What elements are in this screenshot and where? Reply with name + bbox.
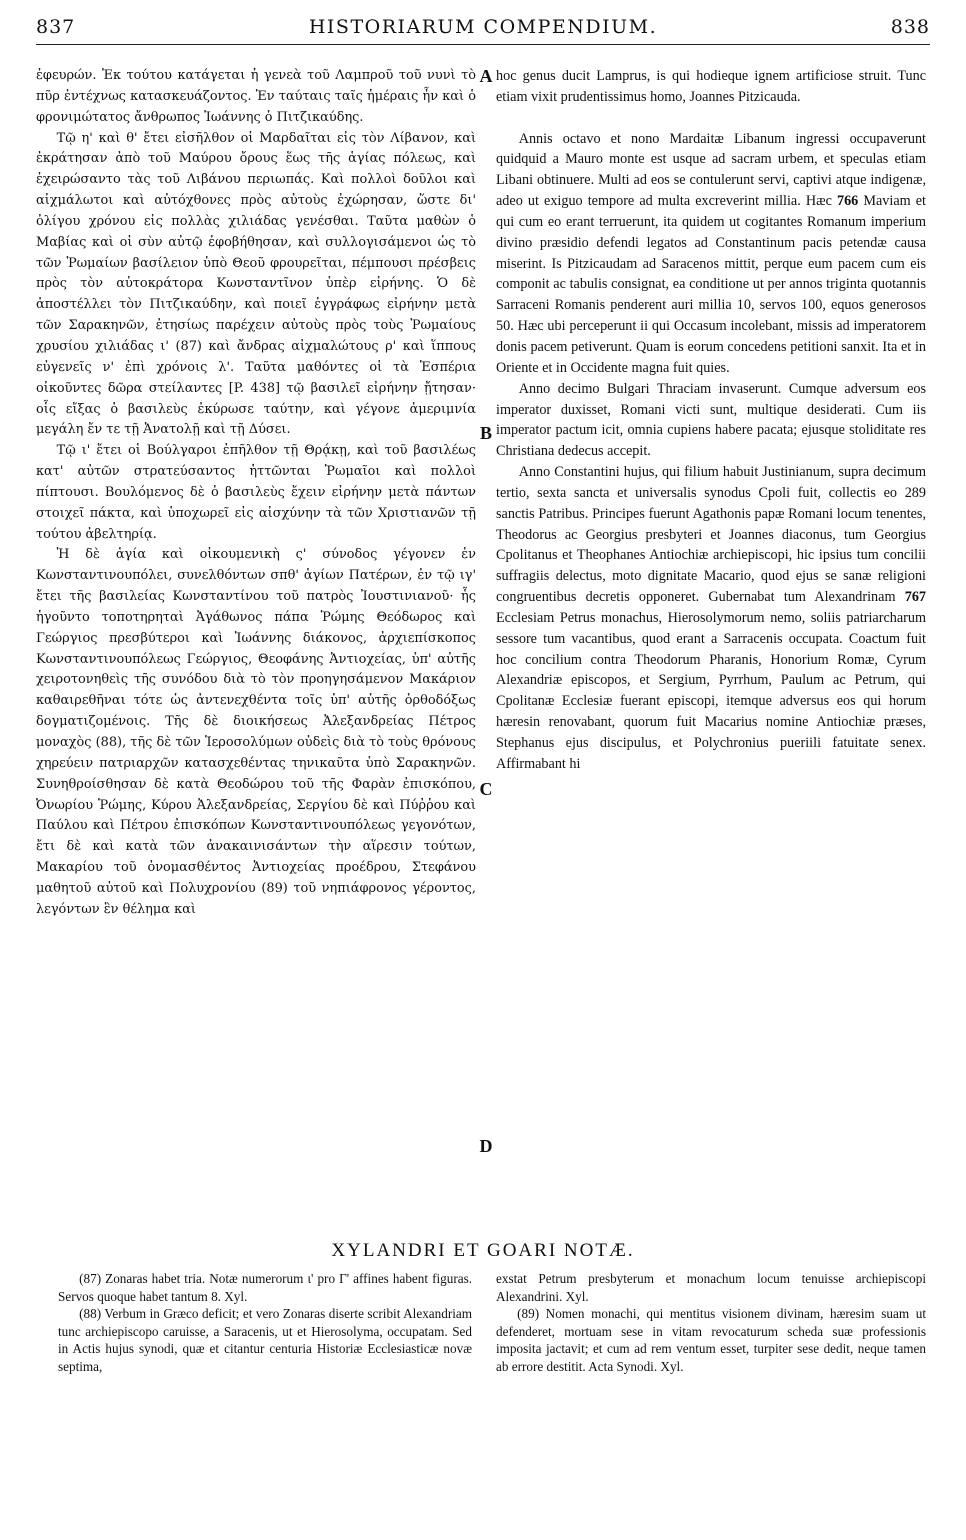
column-number: 767 — [904, 589, 926, 606]
footnote: (88) Verbum in Græco deficit; et vero Zonaras diserte scribit Alexandriam tunc archiepiscopo caruisse, a Saracenis, ut et Hierosolyma, occupatam. Sed in Actis hujus synodi, quæ et citantur centuria Historiæ Ecclesiasticæ novæ septima, — [58, 1306, 472, 1374]
page-number-right: 838 — [890, 16, 930, 38]
greek-column — [36, 66, 476, 921]
latin-paragraph: Anno decimo Bulgari Thraciam invaserunt. Cumque adversum eos imperator duxisset, Romani victi sunt, multique desiderati. Cum iis imperator pactum icit, omnia cupiens habere pacata; ejusque stoliditate res Christiana dedecus accepit. — [496, 380, 926, 460]
margin-letter-c: C — [479, 779, 493, 799]
running-title: HISTORIARUM COMPENDIUM. — [308, 16, 658, 38]
running-header — [36, 10, 930, 45]
latin-paragraph: Annis octavo et nono Mardaitæ Libanum ingressi occupaverunt quidquid a Mauro monte est usque ad sacram urbem, et speculas etiam Libani obtinuere. Multi ad eos se contulerunt servi, captivi atque indigenæ, adeo ut exiguo tempore ad multa excreverint millia. Hæc 766 Maviam et qui cum eo erant terruerunt, ita quidem ut cogitantes Romanum imperium divino præsidio defendi legatos ad Constantinum pacis petendæ causa miserint. Is Pitzicaudam ad Saracenos mittit, perque eum pacem cum eis componit ac tabulis consignat, ea conditione ut per annos triginta quotannis Sarraceni Romanis penderent auri millia 10, servos 100, equos generosos 50. Hæc ubi perceperunt ii qui Occasum incolebant, missis ad imperatorem donis pacem petiverunt. Quam is eorum concedens petitioni sanxit. Ita et in Oriente et in Occidente magna fuit quies. — [496, 130, 926, 376]
greek-paragraph: Τῷ η' καὶ θ' ἔτει εἰσῆλθον οἱ Μαρδαῖται εἰς τὸν Λίβανον, καὶ ἐκράτησαν ἀπὸ τοῦ Μαύρου ὄρους ἕως τῆς ἁγίας πόλεως, καὶ ἐχειρώσαντο τὰς τοῦ Λιβάνου περιωπάς. Καὶ πολλοὶ δοῦλοι καὶ αἰχμάλωτοι καὶ αὐτόχθονες πρὸς αὐτοὺς ἐχώρησαν, ὥστε δι' ὀλίγου χρόνου εἰς πολλὰς χιλιάδας γενέσθαι. Ταῦτα μαθὼν ὁ Μαβίας καὶ οἱ σὺν αὐτῷ ἐφοβήθησαν, καὶ συλλογισάμενοι ὡς τὸ τῶν Ῥωμαίων βασίλειον ὑπὸ Θεοῦ φρουρεῖται, πέμπουσι πρέσβεις πρὸς τὸν αὐτοκράτορα Κωνσταντῖνον ὑπὲρ εἰρήνης. Ὁ δὲ ἀποστέλλει τὸν Πιτζικαύδην, καὶ ποιεῖ ἐγγράφως εἰρήνην μετὰ τῶν Σαρακηνῶν, ἐτησίως παρέχειν αὐτοὺς πρὸς τοὺς Ῥωμαίους χρυσίου χιλιάδας ι' (87) καὶ ἄνδρας αἰχμαλώτους ρ' καὶ ἵππους εὐγενεῖς ν' ἐπὶ χρόνοις λ'. Ταῦτα μαθόντες οἱ τὰ Ἑσπέρια οἰκοῦντες δῶρα στείλαντες [P. 438] τῷ βασιλεῖ εἰρήνην ᾔτησαν· οἷς εἴξας ὁ βασιλεὺς ἐκύρωσε ταύτην, καὶ γέγονε ἀμεριμνία μεγάλη ἔν τε τῇ Ἀνατολῇ καὶ τῇ Δύσει. — [36, 130, 476, 438]
notes-left-column — [58, 1270, 472, 1376]
page-number-left: 837 — [36, 16, 76, 38]
latin-paragraph: Anno Constantini hujus, qui filium habuit Justinianum, supra decimum tertio, sexta sancta et universalis synodus Cpoli fuit, collectis eo 289 sanctis Patribus. Principes fuerunt Agathonis papæ Romani locum tenentes, Theodorus ac Georgius presbyteri et Joannes diaconus, tum Georgius Cpolitanus et Theophanes Antiochiæ archiepiscopi, hic ipsius tum concilii suffragiis delectus, moto dignitate Macario, quod ejus se sanæ religioni congruentibus decretis opponeret. Gubernabat tum Alexandrinam 767 Ecclesiam Petrus monachus, Hierosolymorum nemo, soliis patriarcharum sessore tum vacantibus, quod erant a Sarracenis occupata. Coactum fuit hoc concilium contra Theodorum Pharanis, Honorium Romæ, Cyrum Alexandriæ episcopos, et Sergium, Pyrrhum, Paulum ac Petrum, qui Cpolitanæ Ecclesiæ fuerant episcopi, itemque adversus eos qui horum hæresin renovabant, quorum fuit Macarius nomine Antiochiæ præses, Stephanus ejus discipulus, et Polychronius pueriili fatuitate senex. Affirmabant hi — [496, 464, 926, 772]
greek-paragraph: ἐφευρών. Ἐκ τούτου κατάγεται ἡ γενεὰ τοῦ Λαμπροῦ τοῦ νυνὶ τὸ πῦρ ἐντέχνως κατασκευάζοντος. Ἐν ταύταις ταῖς ἡμέραις ἦν καὶ ὁ φρονιμώτατος ἄνθρωπος Ἰωάννης ὁ Πιτζικαύδης. — [36, 68, 476, 125]
notes-heading: XYLANDRI ET GOARI NOTÆ. — [331, 1240, 635, 1261]
margin-letter-b: B — [479, 423, 492, 443]
latin-paragraph: hoc genus ducit Lamprus, is qui hodieque ignem artificiose struit. Tunc etiam vixit prudentissimus homo, Joannes Pitzicauda. — [496, 68, 926, 105]
greek-paragraph: Τῷ ι' ἔτει οἱ Βούλγαροι ἐπῆλθον τῇ Θρᾴκῃ, καὶ τοῦ βασιλέως κατ' αὐτῶν στρατεύσαντος ἡττῶνται Ῥωμαῖοι καὶ πολλοὶ πίπτουσι. Βουλόμενος δὲ ὁ βασιλεὺς ἔχειν εἰρήνην μετὰ πάντων στοιχεῖ πάκτα, καὶ ὑποχωρεῖ εἰς αἰσχύνην τὰ τῶν Χριστιανῶν τῇ τούτου ἀβελτηρίᾳ. — [36, 443, 476, 542]
latin-column — [496, 66, 926, 775]
notes-right-column — [496, 1270, 926, 1376]
footnote: (87) Zonaras habet tria. Notæ numerorum ι' pro Γ' affines habent figuras. Servos quoque habet tantum 8. Xyl. — [58, 1271, 472, 1304]
footnote: exstat Petrum presbyterum et monachum locum tenuisse archiepiscopi Alexandrini. Xyl. — [496, 1271, 926, 1304]
margin-letter-d: D — [479, 1136, 493, 1156]
column-number: 766 — [836, 193, 859, 210]
greek-paragraph: Ἡ δὲ ἁγία καὶ οἰκουμενικὴ ς' σύνοδος γέγονεν ἐν Κωνσταντινουπόλει, συνελθόντων σπθ' ἁγίων Πατέρων, ἐν τῷ ιγ' ἔτει τῆς βασιλείας Κωνσταντίνου τοῦ πατρὸς Ἰουστινιανοῦ· ἧς ἡγοῦντο τοποτηρηταὶ Ἀγάθωνος πάπα Ῥώμης Θεόδωρος καὶ Γεώργιος πρεσβύτεροι καὶ Ἰωάννης διάκονος, ἀρχιεπίσκοπος Κωνσταντινουπόλεως Γεώργιος, Θεοφάνης Ἀντιοχείας, ὑπ' αὐτῆς χειροτονηθεὶς τῆς συνόδου διὰ τὸ τὸν προηγησάμενον Μακάριον καθαιρεθῆναι τότε ὡς ἀντενεχθέντα τοῖς ὑπ' αὐτῆς ὀρθοδόξως δογματιζομένοις. Τῆς δὲ διοικήσεως Ἀλεξανδρείας Πέτρος μοναχὸς (88), τῆς δὲ τῶν Ἱεροσολύμων οὐδεὶς διὰ τὸ τοὺς θρόνους χηρεύειν πατριαρχῶν κατασχεθέντας τηνικαῦτα ὑπὸ Σαρακηνῶν. Συνηθροίσθησαν δὲ κατὰ Θεοδώρου τοῦ τῆς Φαρὰν ἐπισκόπου, Ὀνωρίου Ῥώμης, Κύρου Ἀλεξανδρείας, Σεργίου δὲ καὶ Πύῤῥου καὶ Παύλου καὶ Πέτρου ἐπισκόπων Κωνσταντινουπόλεως γεγονότων, ἔτι δὲ καὶ κατὰ τῶν ἀνακαινισάντων τὴν αἵρεσιν τούτων, Μακαρίου τοῦ ὀνομασθέντος Ἀντιοχείας προέδρου, Στεφάνου μαθητοῦ αὐτοῦ καὶ Πολυχρονίου (89) τοῦ νηπιάφρονος γέροντος, λεγόντων ἓν θέλημα καὶ — [36, 547, 476, 917]
margin-letter-a: A — [479, 66, 493, 86]
footnote: (89) Nomen monachi, qui mentitus visionem divinam, hæresim suam ut defenderet, mortuam sese in vitam revocaturum scheda suæ professionis imposita jactavit; et cum ad rem ventum esset, turpiter sese dedit, neque tamen ab errore destitit. Acta Synodi. Xyl. — [496, 1306, 926, 1374]
